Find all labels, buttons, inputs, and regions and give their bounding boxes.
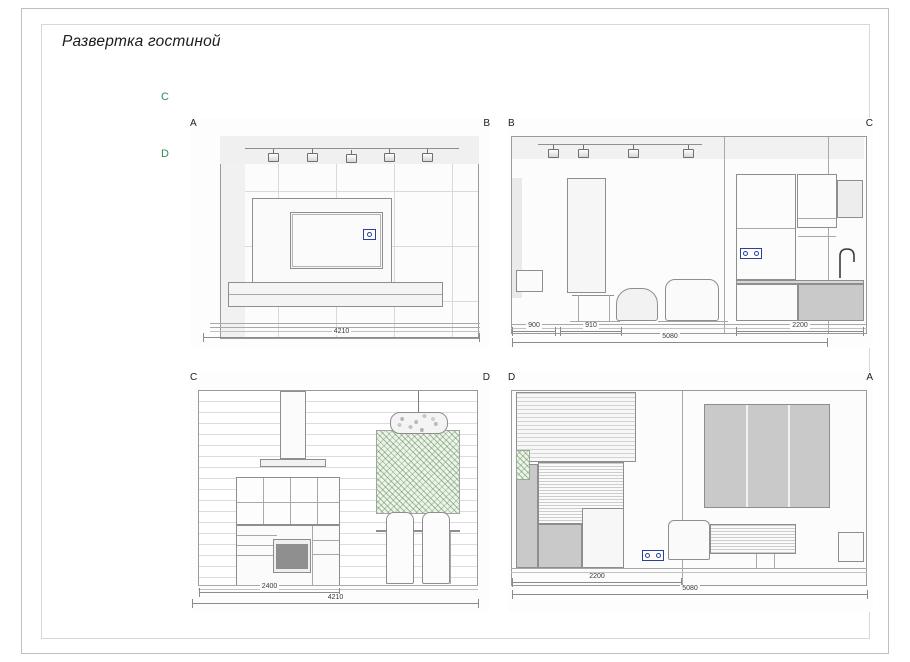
- spotlight-icon: [384, 153, 395, 162]
- dimension-2200-label: 2200: [792, 322, 808, 329]
- plant: [516, 450, 530, 480]
- dimension-4210-label: 4210: [327, 594, 344, 601]
- television-screen: [292, 214, 381, 267]
- kitchen-wall-cabinets: [236, 477, 340, 525]
- elevation-c-d-left-label: C: [190, 372, 198, 383]
- marker-d-label: D: [161, 148, 169, 160]
- drawer-line: [237, 555, 277, 556]
- spotlight-icon: [346, 154, 357, 163]
- spotlight-icon: [268, 153, 279, 162]
- bench-leg: [756, 554, 757, 568]
- dimension-5080: [512, 333, 828, 349]
- socket-icon: [363, 229, 376, 240]
- dimension-4210: [203, 328, 480, 344]
- dimension-4210-label: 4210: [333, 328, 350, 335]
- elevation-c-d: [190, 372, 490, 612]
- dimension-2400-label: 2400: [261, 583, 278, 590]
- cabinet-mid: [582, 508, 624, 568]
- elevation-c-d-right-label: D: [482, 372, 490, 383]
- spotlight-icon: [422, 153, 433, 162]
- chandelier: [390, 412, 448, 434]
- dimension-4210: [192, 594, 479, 610]
- spotlight-icon: [307, 153, 318, 162]
- elevation-a-b-right-label: B: [483, 118, 490, 129]
- oven-door-glass: [276, 544, 308, 569]
- armchair: [668, 520, 710, 560]
- wall-left-return: [221, 137, 245, 338]
- extractor-chimney: [280, 391, 306, 459]
- elevation-b-c: [508, 118, 873, 348]
- roller-blind-upper: [516, 392, 636, 462]
- dimension-910-label: 910: [585, 322, 597, 329]
- elevation-b-c-right-label: C: [865, 118, 873, 129]
- unit-divider: [312, 526, 313, 585]
- dining-chair-left: [386, 512, 414, 584]
- dimension-900-label: 900: [528, 322, 540, 329]
- elevation-a-b: [190, 118, 490, 348]
- marker-c-label: C: [161, 91, 169, 103]
- floor-line: [210, 323, 480, 324]
- bench-slats: [710, 524, 796, 554]
- side-table: [838, 532, 864, 562]
- elevation-d-a-left-label: D: [508, 372, 516, 383]
- glazed-wardrobe: [704, 404, 830, 508]
- dimension-5080-label: 5080: [662, 333, 678, 340]
- drawer-line: [313, 554, 339, 555]
- sideboard-left: [538, 524, 582, 568]
- elevation-a-b-left-label: A: [190, 118, 197, 129]
- wardrobe-divider: [788, 405, 790, 507]
- floor-line: [511, 568, 867, 569]
- elevation-b-c-left-label: B: [508, 118, 515, 129]
- bench-leg: [774, 554, 775, 568]
- elevation-d-a-right-label: A: [866, 372, 873, 383]
- drawer-line: [237, 545, 277, 546]
- dimension-2200: [736, 322, 864, 338]
- wardrobe-divider: [746, 405, 748, 507]
- double-socket-icon: [642, 550, 664, 561]
- extractor-hood: [260, 459, 326, 467]
- faucet-icon: [508, 118, 873, 348]
- dimension-2200-label: 2200: [589, 573, 605, 580]
- page-title: Развертка гостиной: [62, 33, 221, 50]
- dimension-5080: [512, 585, 868, 601]
- table-leg: [450, 532, 451, 584]
- elevation-d-a: [508, 372, 873, 612]
- moss-wall-art: [376, 430, 460, 514]
- dimension-5080-label: 5080: [682, 585, 698, 592]
- drawer-line: [237, 535, 277, 536]
- drawer-line: [313, 540, 339, 541]
- dining-chair-right: [422, 512, 450, 584]
- sideboard-seam: [229, 294, 442, 295]
